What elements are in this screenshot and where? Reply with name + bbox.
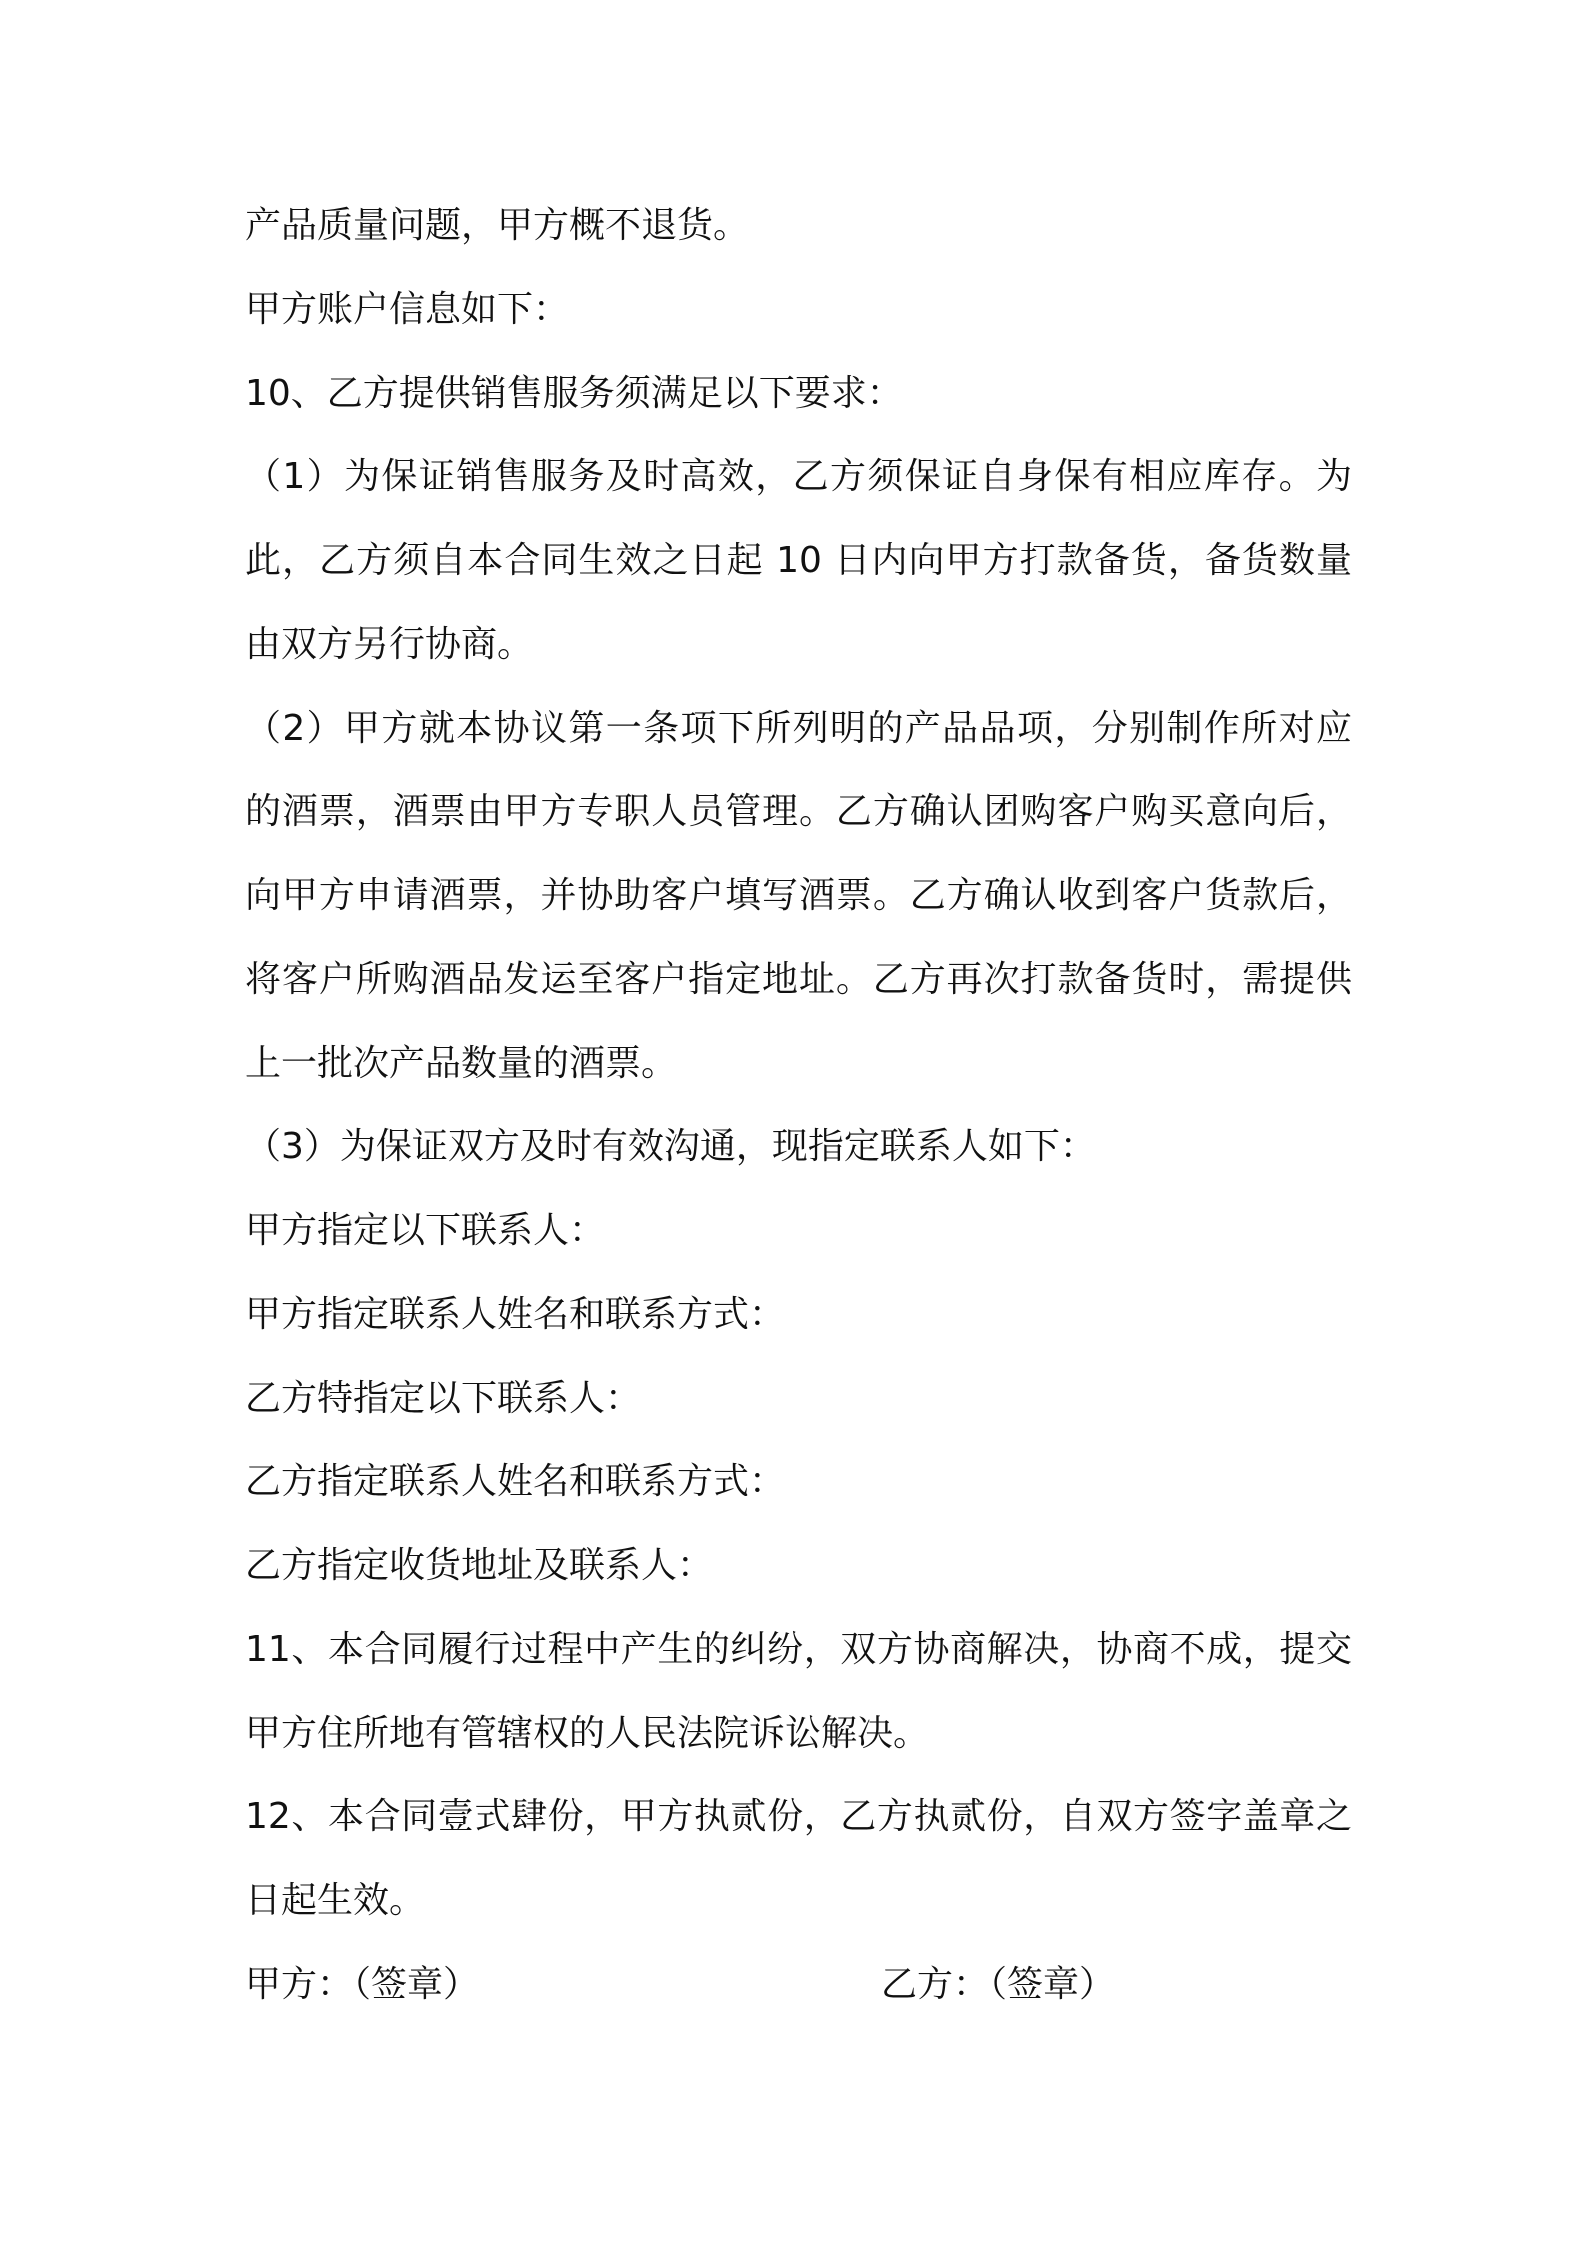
text-line: 乙方指定联系人姓名和联系方式： (245, 1461, 786, 1503)
party-a-contact-heading (245, 1189, 1352, 1273)
text-line: 日起生效。 (245, 1880, 426, 1921)
paragraph-account-info (245, 268, 1352, 352)
party-a-signature-label: 甲方：（签章） (245, 1963, 480, 2005)
text-line: （2）甲方就本协议第一条项下所列明的产品品项，分别制作所对应 (245, 707, 1352, 749)
text-line: 甲方住所地有管辖权的人民法院诉讼解决。 (245, 1712, 930, 1754)
party-b-delivery-address (245, 1524, 1352, 1608)
party-b-contact-heading (245, 1357, 1352, 1441)
text-line: 产品质量问题，甲方概不退货。 (245, 205, 750, 246)
party-b-signature-label: 乙方：（签章） (881, 1963, 1116, 2005)
clause-10-item-1 (245, 435, 1352, 686)
clause-12 (245, 1775, 1352, 1943)
signature-row (245, 1943, 1352, 2027)
text-line: 此，乙方须自本合同生效之日起 10 日内向甲方打款备货，备货数量 (245, 540, 1352, 581)
text-line: 向甲方申请酒票，并协助客户填写酒票。乙方确认收到客户货款后， (245, 875, 1352, 916)
text-line: 由双方另行协商。 (245, 623, 534, 665)
text-line: 10、乙方提供销售服务须满足以下要求： (245, 372, 903, 414)
text-line: （1）为保证销售服务及时高效，乙方须保证自身保有相应库存。为 (245, 456, 1352, 498)
document-body (245, 184, 1352, 2027)
clause-10-heading (245, 352, 1352, 436)
text-line: 乙方指定收货地址及联系人： (245, 1545, 714, 1586)
text-line: 上一批次产品数量的酒票。 (245, 1042, 678, 1084)
text-line: 的酒票，酒票由甲方专职人员管理。乙方确认团购客户购买意向后， (245, 791, 1352, 833)
text-line: 将客户所购酒品发运至客户指定地址。乙方再次打款备货时，需提供 (245, 958, 1352, 1000)
text-line: 甲方指定以下联系人： (245, 1210, 606, 1251)
text-line: 甲方账户信息如下： (245, 288, 570, 330)
text-line: （3）为保证双方及时有效沟通，现指定联系人如下： (245, 1126, 1096, 1168)
clause-10-item-3 (245, 1105, 1352, 1189)
clause-11 (245, 1608, 1352, 1776)
text-line: 12、本合同壹式肆份，甲方执贰份，乙方执贰份，自双方签字盖章之 (245, 1796, 1352, 1838)
clause-10-item-2 (245, 687, 1352, 1106)
paragraph-return-policy (245, 184, 1352, 268)
party-b-contact-details (245, 1440, 1352, 1524)
text-line: 11、本合同履行过程中产生的纠纷，双方协商解决，协商不成，提交 (245, 1628, 1352, 1670)
text-line: 甲方指定联系人姓名和联系方式： (245, 1293, 786, 1335)
party-a-contact-details (245, 1273, 1352, 1357)
text-line: 乙方特指定以下联系人： (245, 1377, 642, 1419)
